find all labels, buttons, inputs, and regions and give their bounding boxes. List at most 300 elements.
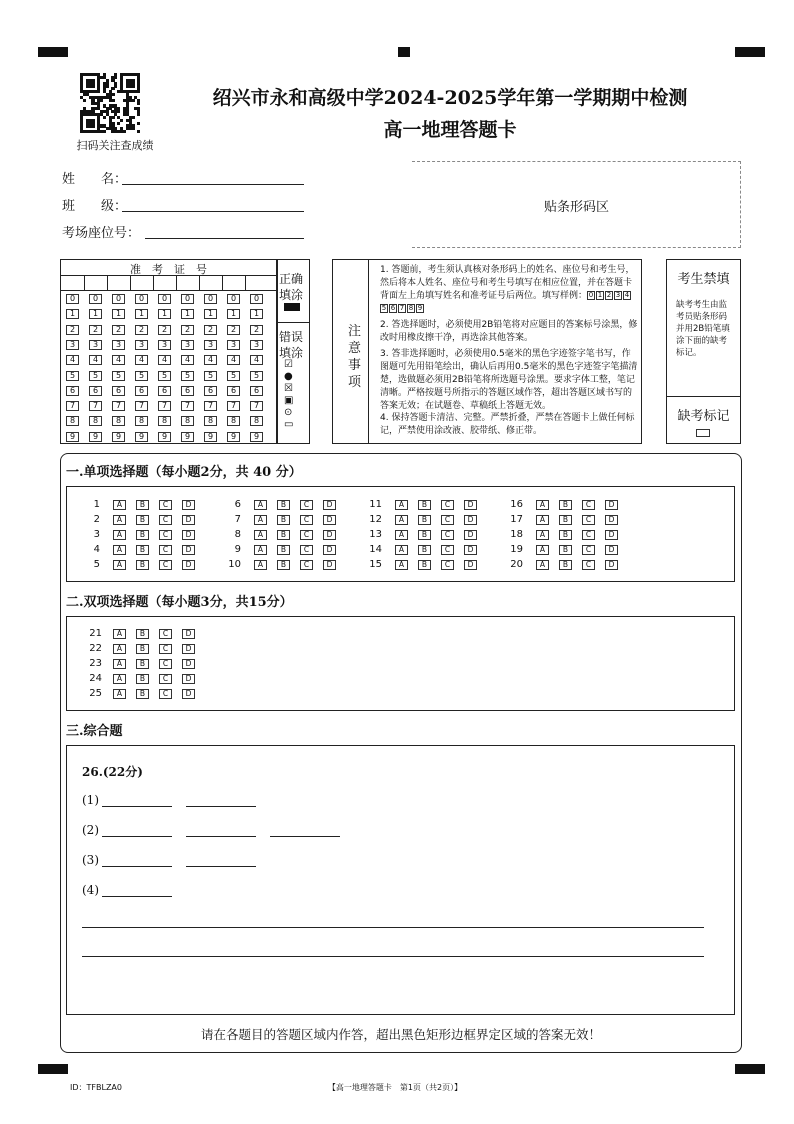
exam-id-digit-bubble[interactable]: 7 [181, 401, 194, 411]
option-bubble[interactable]: A [113, 560, 126, 570]
option-bubble[interactable]: B [136, 560, 149, 570]
qr-module [97, 90, 100, 93]
question-number: 21 [89, 628, 102, 639]
exam-id-digit-bubble[interactable]: 9 [135, 432, 148, 442]
q26-part3-blank-2[interactable] [186, 866, 256, 867]
q26-part3-blank-1[interactable] [102, 866, 172, 867]
option-bubble[interactable]: A [113, 689, 126, 699]
exam-id-digit-bubble[interactable]: 3 [135, 340, 148, 350]
option-bubble[interactable]: C [441, 515, 454, 525]
option-bubble[interactable]: C [582, 530, 595, 540]
wrong-fill-sample-icon: ☒ [284, 383, 293, 394]
qr-module [106, 84, 109, 87]
exam-id-digit-bubble[interactable]: 6 [89, 386, 102, 396]
correct-fill-sample [284, 303, 300, 311]
option-bubble[interactable]: C [300, 515, 313, 525]
option-bubble[interactable]: D [182, 659, 195, 669]
qr-code [80, 73, 140, 133]
exam-id-digit-bubble[interactable]: 5 [181, 371, 194, 381]
option-bubble[interactable]: C [441, 560, 454, 570]
option-bubble[interactable]: B [277, 560, 290, 570]
name-field[interactable] [122, 184, 304, 185]
exam-id-digit-bubble[interactable]: 7 [66, 401, 79, 411]
exam-id-digit-bubble[interactable]: 3 [89, 340, 102, 350]
option-bubble[interactable]: A [113, 644, 126, 654]
q26-part2-blank-3[interactable] [270, 836, 340, 837]
option-bubble[interactable]: A [395, 545, 408, 555]
sample-digit-bubble: 1 [597, 291, 603, 299]
exam-id-title: 准 考 证 号 [130, 263, 207, 276]
option-bubble[interactable]: A [113, 515, 126, 525]
qr-module [91, 124, 94, 127]
option-bubble[interactable]: C [582, 500, 595, 510]
question-number: 16 [510, 499, 523, 510]
exam-id-digit-bubble[interactable]: 1 [158, 309, 171, 319]
question-number: 5 [93, 559, 100, 570]
exam-id-digit-bubble[interactable]: 2 [66, 325, 79, 335]
exam-id-digit-bubble[interactable]: 6 [66, 386, 79, 396]
exam-id-digit-bubble[interactable]: 6 [181, 386, 194, 396]
option-bubble[interactable]: C [159, 515, 172, 525]
qr-module [111, 93, 114, 96]
question-number: 24 [89, 673, 102, 684]
q26-part4-line-1[interactable] [82, 927, 704, 928]
qr-module [117, 122, 120, 125]
option-bubble[interactable]: A [536, 530, 549, 540]
q26-part2-blank-1[interactable] [102, 836, 172, 837]
exam-id-digit-bubble[interactable]: 4 [181, 355, 194, 365]
option-bubble[interactable]: B [418, 560, 431, 570]
exam-id-digit-bubble[interactable]: 6 [135, 386, 148, 396]
exam-id-digit-bubble[interactable]: 4 [112, 355, 125, 365]
question-number: 18 [510, 529, 523, 540]
option-bubble[interactable]: A [113, 545, 126, 555]
option-bubble[interactable]: A [536, 560, 549, 570]
option-bubble[interactable]: D [323, 545, 336, 555]
option-bubble[interactable]: B [136, 515, 149, 525]
qr-module [131, 116, 134, 119]
qr-module [123, 130, 126, 133]
option-bubble[interactable]: D [464, 560, 477, 570]
exam-id-digit-bubble[interactable]: 2 [227, 325, 240, 335]
exam-id-digit-bubble[interactable]: 6 [204, 386, 217, 396]
exam-id-digit-bubble[interactable]: 0 [66, 294, 79, 304]
q26-part2-label: (2) [82, 823, 99, 837]
option-bubble[interactable]: D [605, 515, 618, 525]
section3-box [66, 745, 735, 1015]
exam-id-digit-bubble[interactable]: 2 [181, 325, 194, 335]
question-number: 22 [89, 643, 102, 654]
exam-id-digit-bubble[interactable]: 9 [250, 432, 263, 442]
exam-id-digit-bubble[interactable]: 8 [66, 416, 79, 426]
exam-id-digit-bubble[interactable]: 8 [135, 416, 148, 426]
q26-part4-blank-1[interactable] [102, 896, 172, 897]
option-bubble[interactable]: D [605, 545, 618, 555]
section2-title: 二.双项选择题（每小题3分，共15分） [66, 595, 293, 610]
qr-module [137, 122, 140, 125]
exam-id-digit-bubble[interactable]: 0 [204, 294, 217, 304]
question-number: 3 [93, 529, 100, 540]
qr-module [100, 99, 103, 102]
option-bubble[interactable]: C [441, 500, 454, 510]
question-number: 13 [369, 529, 382, 540]
exam-id-digit-bubble[interactable]: 7 [135, 401, 148, 411]
question-number: 19 [510, 544, 523, 555]
option-bubble[interactable]: C [300, 545, 313, 555]
q26-part2-blank-2[interactable] [186, 836, 256, 837]
option-bubble[interactable]: C [582, 515, 595, 525]
alignment-mark-bottom-right [735, 1064, 765, 1074]
exam-id-digit-bubble[interactable]: 8 [181, 416, 194, 426]
exam-id-write-divider [245, 275, 246, 290]
exam-id-digit-bubble[interactable]: 9 [66, 432, 79, 442]
option-bubble[interactable]: C [159, 560, 172, 570]
option-bubble[interactable]: C [300, 500, 313, 510]
exam-id-digit-bubble[interactable]: 3 [250, 340, 263, 350]
option-bubble[interactable]: A [254, 545, 267, 555]
exam-id-digit-bubble[interactable]: 1 [250, 309, 263, 319]
option-bubble[interactable]: A [254, 560, 267, 570]
exam-id-digit-bubble[interactable]: 5 [135, 371, 148, 381]
exam-id-digit-bubble[interactable]: 5 [204, 371, 217, 381]
option-bubble[interactable]: B [277, 530, 290, 540]
option-bubble[interactable]: A [395, 500, 408, 510]
option-bubble[interactable]: A [254, 515, 267, 525]
exam-id-digit-bubble[interactable]: 0 [112, 294, 125, 304]
exam-id-digit-bubble[interactable]: 2 [204, 325, 217, 335]
option-bubble[interactable]: D [605, 560, 618, 570]
option-bubble[interactable]: B [136, 644, 149, 654]
exam-id-digit-bubble[interactable]: 0 [158, 294, 171, 304]
option-bubble[interactable]: D [464, 515, 477, 525]
exam-id-write-divider [176, 275, 177, 290]
absent-title: 考生禁填 [677, 272, 730, 287]
exam-id-digit-bubble[interactable]: 5 [89, 371, 102, 381]
q26-part4-label: (4) [82, 883, 99, 897]
option-bubble[interactable]: B [559, 500, 572, 510]
qr-module [131, 99, 134, 102]
exam-id-digit-bubble[interactable]: 6 [250, 386, 263, 396]
option-bubble[interactable]: A [536, 545, 549, 555]
seat-label: 考场座位号： [62, 226, 141, 241]
exam-id-digit-bubble[interactable]: 9 [227, 432, 240, 442]
exam-id-digit-bubble[interactable]: 6 [158, 386, 171, 396]
exam-id-digit-bubble[interactable]: 9 [158, 432, 171, 442]
absent-divider [666, 396, 741, 397]
option-bubble[interactable]: A [113, 629, 126, 639]
qr-caption: 扫码关注查成绩 [76, 139, 154, 152]
exam-id-digit-bubble[interactable]: 9 [89, 432, 102, 442]
exam-id-digit-bubble[interactable]: 5 [158, 371, 171, 381]
option-bubble[interactable]: B [136, 689, 149, 699]
option-bubble[interactable]: C [159, 500, 172, 510]
exam-id-digit-bubble[interactable]: 7 [204, 401, 217, 411]
exam-id-write-divider [84, 275, 85, 290]
option-bubble[interactable]: D [182, 689, 195, 699]
absent-mark-label: 缺考标记 [677, 409, 730, 424]
exam-id-digit-bubble[interactable]: 5 [66, 371, 79, 381]
sample-digit-bubble: 8 [408, 304, 414, 312]
option-bubble[interactable]: A [113, 659, 126, 669]
option-bubble[interactable]: A [395, 515, 408, 525]
notice-heading-char: 事 [348, 358, 362, 373]
option-bubble[interactable]: A [254, 500, 267, 510]
option-bubble[interactable]: B [559, 545, 572, 555]
option-bubble[interactable]: D [182, 560, 195, 570]
exam-id-digit-bubble[interactable]: 6 [227, 386, 240, 396]
exam-id-digit-bubble[interactable]: 5 [250, 371, 263, 381]
alignment-mark-top-right [735, 47, 765, 57]
option-bubble[interactable]: B [136, 659, 149, 669]
option-bubble[interactable]: C [159, 629, 172, 639]
exam-id-digit-bubble[interactable]: 3 [181, 340, 194, 350]
qr-module [91, 84, 94, 87]
exam-id-digit-bubble[interactable]: 0 [181, 294, 194, 304]
exam-id-digit-bubble[interactable]: 4 [204, 355, 217, 365]
exam-id-digit-bubble[interactable]: 3 [204, 340, 217, 350]
option-bubble[interactable]: C [441, 530, 454, 540]
exam-id-digit-bubble[interactable]: 1 [135, 309, 148, 319]
absent-mark-box[interactable] [696, 429, 710, 437]
option-bubble[interactable]: B [136, 545, 149, 555]
option-bubble[interactable]: A [254, 530, 267, 540]
footer-notice: 请在各题目的答题区域内作答，超出黑色矩形边框界定区域的答案无效！ [200, 1027, 601, 1042]
option-bubble[interactable]: C [159, 530, 172, 540]
question-number: 12 [369, 514, 382, 525]
qr-module [114, 76, 117, 79]
notice-item-2: 2. 答选择题时，必须使用2B铅笔将对应题目的答案标号涂黑，修改时用橡皮擦干净，再选涂其他答案。 [380, 320, 638, 343]
question-number: 20 [510, 559, 523, 570]
exam-id-digit-bubble[interactable]: 3 [227, 340, 240, 350]
exam-id-digit-bubble[interactable]: 1 [204, 309, 217, 319]
sample-digit-bubble: 2 [606, 291, 612, 299]
exam-id-digit-bubble[interactable]: 7 [112, 401, 125, 411]
qr-module [137, 90, 140, 93]
option-bubble[interactable]: C [159, 644, 172, 654]
exam-id-digit-bubble[interactable]: 9 [112, 432, 125, 442]
exam-id-digit-bubble[interactable]: 7 [250, 401, 263, 411]
option-bubble[interactable]: C [441, 545, 454, 555]
exam-id-digit-bubble[interactable]: 2 [89, 325, 102, 335]
option-bubble[interactable]: C [159, 674, 172, 684]
option-bubble[interactable]: C [159, 689, 172, 699]
notice-heading-char: 项 [348, 375, 362, 390]
notice-item-1: 1. 答题前，考生须认真核对条形码上的姓名、座位号和考生号，然后将本人姓名、座位号和考生号填写在相应位置，并在答题卡背面左上角填写姓名和准考证号后两位。填写样例： 0 1 2 3 45 6 7 8 9 [380, 265, 635, 312]
exam-id-digit-bubble[interactable]: 1 [66, 309, 79, 319]
question-number: 25 [89, 688, 102, 699]
option-bubble[interactable]: B [136, 629, 149, 639]
sample-digit-bubble: 4 [624, 291, 630, 299]
option-bubble[interactable]: D [323, 500, 336, 510]
exam-id-write-row [60, 290, 277, 291]
option-bubble[interactable]: C [300, 560, 313, 570]
exam-id-digit-bubble[interactable]: 2 [135, 325, 148, 335]
wrong-label-1: 错误 [279, 330, 304, 344]
qr-module [117, 110, 120, 113]
exam-id-digit-bubble[interactable]: 0 [89, 294, 102, 304]
option-bubble[interactable]: B [559, 515, 572, 525]
question-number: 4 [93, 544, 100, 555]
exam-id-digit-bubble[interactable]: 3 [66, 340, 79, 350]
qr-module [137, 113, 140, 116]
sample-digit-bubble: 9 [417, 304, 423, 312]
exam-id-digit-bubble[interactable]: 6 [112, 386, 125, 396]
option-bubble[interactable]: A [113, 500, 126, 510]
exam-id-digit-bubble[interactable]: 0 [227, 294, 240, 304]
qr-module [137, 130, 140, 133]
option-bubble[interactable]: B [136, 530, 149, 540]
option-bubble[interactable]: C [582, 560, 595, 570]
option-bubble[interactable]: B [277, 515, 290, 525]
qr-module [114, 84, 117, 87]
wrong-fill-sample-icon: ▣ [284, 395, 294, 406]
exam-id-digit-bubble[interactable]: 0 [250, 294, 263, 304]
option-bubble[interactable]: D [182, 530, 195, 540]
exam-id-digit-bubble[interactable]: 4 [66, 355, 79, 365]
exam-id-digit-bubble[interactable]: 8 [204, 416, 217, 426]
qr-module [131, 84, 134, 87]
exam-id-digit-bubble[interactable]: 4 [135, 355, 148, 365]
question-number: 1 [93, 499, 100, 510]
option-bubble[interactable]: D [464, 530, 477, 540]
exam-id-digit-bubble[interactable]: 2 [250, 325, 263, 335]
exam-id-digit-bubble[interactable]: 4 [158, 355, 171, 365]
exam-id-digit-bubble[interactable]: 1 [227, 309, 240, 319]
qr-module [103, 130, 106, 133]
exam-id-digit-bubble[interactable]: 8 [158, 416, 171, 426]
option-bubble[interactable]: C [159, 659, 172, 669]
option-bubble[interactable]: A [395, 530, 408, 540]
option-bubble[interactable]: D [323, 560, 336, 570]
notice-heading-char: 意 [348, 341, 362, 356]
exam-id-digit-bubble[interactable]: 8 [89, 416, 102, 426]
option-bubble[interactable]: D [182, 644, 195, 654]
option-bubble[interactable]: B [136, 674, 149, 684]
option-bubble[interactable]: D [605, 530, 618, 540]
option-bubble[interactable]: B [136, 500, 149, 510]
option-bubble[interactable]: B [559, 530, 572, 540]
exam-id-digit-bubble[interactable]: 0 [135, 294, 148, 304]
exam-id-digit-bubble[interactable]: 5 [112, 371, 125, 381]
option-bubble[interactable]: B [418, 500, 431, 510]
school-title: 绍兴市永和高级中学2024-2025学年第一学期期中检测 [212, 87, 688, 109]
q26-part1-blank-1[interactable] [102, 806, 172, 807]
exam-id-digit-bubble[interactable]: 2 [112, 325, 125, 335]
class-field[interactable] [122, 211, 304, 212]
sample-digit-bubble: 5 [381, 304, 387, 312]
seat-field[interactable] [145, 238, 304, 239]
name-label: 姓 名： [62, 172, 128, 187]
question-number: 2 [93, 514, 100, 525]
option-bubble[interactable]: C [582, 545, 595, 555]
exam-id-digit-bubble[interactable]: 7 [158, 401, 171, 411]
qr-module [111, 87, 114, 90]
fill-example-divider [277, 322, 310, 323]
exam-id-digit-bubble[interactable]: 7 [89, 401, 102, 411]
question-number: 9 [234, 544, 241, 555]
qr-module [103, 116, 106, 119]
option-bubble[interactable]: D [323, 515, 336, 525]
qr-module [83, 99, 86, 102]
option-bubble[interactable]: A [536, 515, 549, 525]
option-bubble[interactable]: B [277, 545, 290, 555]
option-bubble[interactable]: D [182, 545, 195, 555]
option-bubble[interactable]: D [605, 500, 618, 510]
option-bubble[interactable]: A [395, 560, 408, 570]
wrong-fill-sample-icon: ☑ [284, 359, 293, 370]
notice-heading-char: 注 [348, 324, 362, 339]
option-bubble[interactable]: B [418, 530, 431, 540]
exam-id-digit-bubble[interactable]: 9 [204, 432, 217, 442]
wrong-fill-sample-icon: ● [284, 371, 293, 382]
exam-id-digit-bubble[interactable]: 7 [227, 401, 240, 411]
wrong-fill-sample-icon: ⊙ [284, 407, 293, 418]
qr-module [137, 102, 140, 105]
exam-id-digit-bubble[interactable]: 1 [112, 309, 125, 319]
q26-part4-line-2[interactable] [82, 956, 704, 957]
option-bubble[interactable]: B [418, 515, 431, 525]
exam-id-digit-bubble[interactable]: 4 [250, 355, 263, 365]
q26-part3-label: (3) [82, 853, 99, 867]
section3-title: 三.综合题 [66, 724, 123, 739]
correct-label-1: 正确 [279, 272, 304, 286]
notice-divider [368, 259, 369, 444]
q26-part1-blank-2[interactable] [186, 806, 256, 807]
exam-id-digit-bubble[interactable]: 8 [250, 416, 263, 426]
option-bubble[interactable]: D [182, 629, 195, 639]
option-bubble[interactable]: D [464, 500, 477, 510]
option-bubble[interactable]: C [300, 530, 313, 540]
option-bubble[interactable]: D [464, 545, 477, 555]
sample-digit-bubble: 7 [399, 304, 405, 312]
barcode-label: 贴条形码区 [543, 200, 609, 215]
q26-title: 26.(22分) [82, 765, 143, 779]
option-bubble[interactable]: D [323, 530, 336, 540]
exam-id-digit-bubble[interactable]: 4 [227, 355, 240, 365]
exam-id-digit-bubble[interactable]: 2 [158, 325, 171, 335]
question-number: 23 [89, 658, 102, 669]
exam-id-digit-bubble[interactable]: 1 [89, 309, 102, 319]
exam-id-digit-bubble[interactable]: 8 [112, 416, 125, 426]
alignment-mark-top-center [398, 47, 410, 57]
exam-id-write-divider [130, 275, 131, 290]
qr-module [111, 116, 114, 119]
notice-item-3: 3. 答非选择题时，必须使用0.5毫米的黑色字迹签字笔书写，作图题可先用铅笔绘出，确认后再用0.5毫米的黑色字迹签字笔描清楚，选做题必须用2B铅笔将所选题号涂黑。要求字体工整，笔记清晰。严格按题号所指示的答题区域作答，超出答题区域书写的答案无效；在试题卷、草稿纸上答题无效。 [380, 349, 638, 411]
wrong-fill-sample-icon: ▭ [284, 419, 294, 430]
option-bubble[interactable]: A [536, 500, 549, 510]
exam-id-digit-bubble[interactable]: 1 [181, 309, 194, 319]
exam-id-digit-bubble[interactable]: 3 [158, 340, 171, 350]
exam-id-digit-bubble[interactable]: 8 [227, 416, 240, 426]
option-bubble[interactable]: B [277, 500, 290, 510]
option-bubble[interactable]: B [559, 560, 572, 570]
option-bubble[interactable]: A [113, 674, 126, 684]
exam-id-digit-bubble[interactable]: 4 [89, 355, 102, 365]
question-number: 8 [234, 529, 241, 540]
option-bubble[interactable]: C [159, 545, 172, 555]
option-bubble[interactable]: D [182, 500, 195, 510]
option-bubble[interactable]: A [113, 530, 126, 540]
exam-id-digit-bubble[interactable]: 9 [181, 432, 194, 442]
option-bubble[interactable]: D [182, 674, 195, 684]
option-bubble[interactable]: B [418, 545, 431, 555]
alignment-mark-top-left [38, 47, 68, 57]
class-label: 班 级： [62, 199, 128, 214]
footer-page: 【高一地理答题卡 第1页（共2页）】 [327, 1083, 463, 1092]
exam-id-digit-bubble[interactable]: 5 [227, 371, 240, 381]
option-bubble[interactable]: D [182, 515, 195, 525]
exam-id-digit-bubble[interactable]: 3 [112, 340, 125, 350]
